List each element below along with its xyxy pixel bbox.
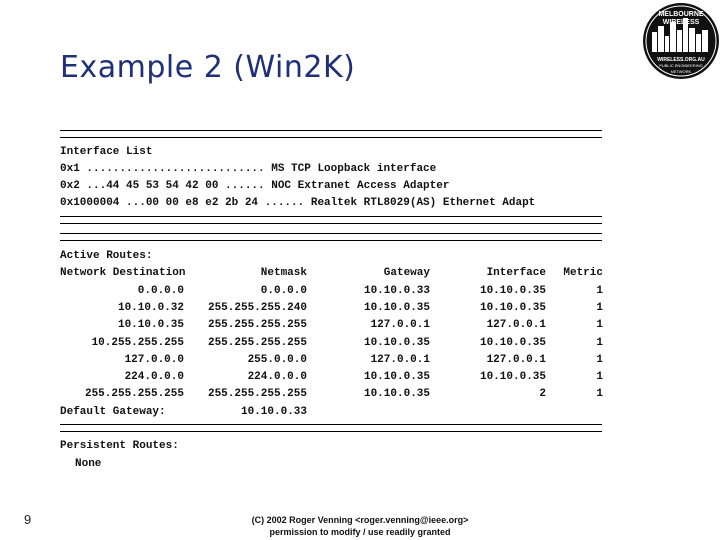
route-metric: 1 [596, 319, 603, 331]
route-netmask: 255.0.0.0 [247, 354, 307, 366]
persistent-routes-heading: Persistent Routes: [60, 440, 179, 452]
route-gateway: 10.10.0.35 [363, 371, 430, 383]
svg-text:WIRELESS: WIRELESS [662, 19, 700, 26]
route-destination: 10.10.0.35 [117, 319, 184, 331]
default-gateway-label: Default Gateway: [60, 406, 166, 418]
route-interface: 10.10.0.35 [479, 302, 546, 314]
route-metric: 1 [596, 371, 603, 383]
svg-text:MELBOURNE: MELBOURNE [658, 11, 704, 18]
route-netmask: 255.255.255.255 [207, 337, 307, 349]
route-destination: 10.10.0.32 [117, 302, 184, 314]
column-header-interface: Interface [486, 267, 546, 279]
separator-bottom [60, 424, 602, 432]
separator-middle-2 [60, 233, 602, 241]
route-metric: 1 [596, 285, 603, 297]
slide-title: Example 2 (Win2K) [60, 50, 356, 85]
column-header-gateway: Gateway [383, 267, 430, 279]
route-interface: 2 [539, 388, 546, 400]
route-metric: 1 [596, 354, 603, 366]
route-destination: 255.255.255.255 [84, 388, 184, 400]
separator-middle-1 [60, 216, 602, 224]
interface-row: 0x1000004 ...00 00 e8 e2 2b 24 ...... Realtek RTL8029(AS) Ethernet Adapt [60, 197, 536, 209]
route-metric: 1 [596, 337, 603, 349]
route-netmask: 255.255.255.255 [207, 319, 307, 331]
separator-top [60, 130, 602, 138]
route-destination: 0.0.0.0 [137, 285, 184, 297]
interface-row: 0x1 ........................... MS TCP Loopback interface [60, 163, 437, 175]
route-netmask: 224.0.0.0 [247, 371, 307, 383]
route-interface: 127.0.0.1 [486, 354, 546, 366]
svg-text:PUBLIC ENGINEERING: PUBLIC ENGINEERING [659, 63, 703, 68]
route-metric: 1 [596, 388, 603, 400]
route-interface: 10.10.0.35 [479, 337, 546, 349]
interface-row: 0x2 ...44 45 53 54 42 00 ...... NOC Extranet Access Adapter [60, 180, 450, 192]
route-interface: 127.0.0.1 [486, 319, 546, 331]
footer-copyright: (C) 2002 Roger Venning <roger.venning@ieee.org> [251, 515, 469, 525]
interface-list-heading: Interface List [60, 146, 153, 158]
svg-text:NETWORK: NETWORK [670, 69, 692, 74]
melbourne-wireless-logo [642, 2, 720, 80]
column-header-destination: Network Destination [60, 267, 186, 279]
route-destination: 127.0.0.0 [124, 354, 184, 366]
route-gateway: 10.10.0.35 [363, 337, 430, 349]
persistent-routes-value: None [75, 458, 102, 470]
route-destination: 224.0.0.0 [124, 371, 184, 383]
footer-permission: permission to modify / use readily granted [269, 527, 451, 537]
default-gateway-value: 10.10.0.33 [240, 406, 307, 418]
route-gateway: 10.10.0.35 [363, 388, 430, 400]
route-metric: 1 [596, 302, 603, 314]
route-gateway: 10.10.0.35 [363, 302, 430, 314]
route-destination: 10.255.255.255 [91, 337, 184, 349]
column-header-metric: Metric [563, 267, 603, 279]
slide-number: 9 [24, 512, 32, 527]
column-header-netmask: Netmask [260, 267, 307, 279]
route-gateway: 127.0.0.1 [370, 319, 430, 331]
svg-text:WIRELESS.ORG.AU: WIRELESS.ORG.AU [657, 57, 705, 63]
route-netmask: 255.255.255.240 [207, 302, 307, 314]
route-netmask: 0.0.0.0 [260, 285, 307, 297]
route-gateway: 127.0.0.1 [370, 354, 430, 366]
route-interface: 10.10.0.35 [479, 285, 546, 297]
route-netmask: 255.255.255.255 [207, 388, 307, 400]
route-interface: 10.10.0.35 [479, 371, 546, 383]
active-routes-heading: Active Routes: [60, 250, 153, 262]
route-gateway: 10.10.0.33 [363, 285, 430, 297]
